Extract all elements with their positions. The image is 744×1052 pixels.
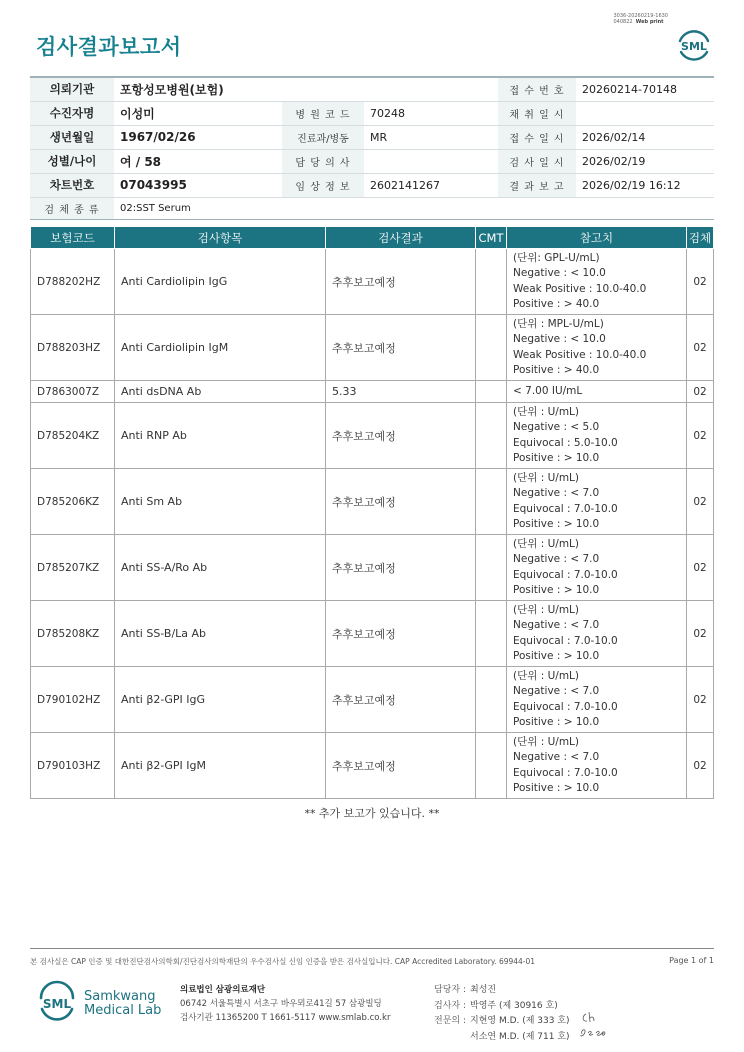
chart-number-value: 07043995: [114, 173, 282, 197]
reference-line: (단위 : U/mL): [513, 669, 579, 682]
test-item-cell: Anti β2-GPI IgG: [115, 667, 326, 733]
info-row: [30, 125, 714, 149]
insurance-code-cell: D788203HZ: [31, 315, 115, 381]
reference-line: Equivocal : 7.0-10.0: [513, 568, 618, 581]
reference-line: Positive : > 10.0: [513, 716, 600, 728]
test-result-cell: 추후보고예정: [326, 601, 476, 667]
reference-cell: [507, 381, 687, 403]
hospital-code-value: 70248: [364, 101, 498, 125]
info-row: [30, 173, 714, 197]
reference-line: Equivocal : 5.0-10.0: [513, 436, 618, 449]
signature-icon: [578, 1006, 608, 1042]
sml-logo-icon: [674, 24, 714, 64]
reference-line: Positive : > 40.0: [513, 364, 600, 376]
specimen-cell: 02: [687, 249, 714, 315]
accession-label: 접 수 번 호: [498, 77, 576, 101]
birth-value: 1967/02/26: [114, 125, 282, 149]
collect-date-value: [576, 101, 714, 125]
info-row: [30, 149, 714, 173]
reference-cell: [507, 733, 687, 799]
test-item-cell: Anti Sm Ab: [115, 469, 326, 535]
result-row: [31, 315, 714, 381]
dept-label: 진료과/병동: [282, 125, 364, 149]
reference-line: Equivocal : 7.0-10.0: [513, 634, 618, 647]
patient-name-value: 이성미: [114, 101, 282, 125]
reference-line: (단위 : MPL-U/mL): [513, 317, 604, 330]
brand-line1: Samkwang: [84, 989, 156, 1004]
test-result-cell: 추후보고예정: [326, 535, 476, 601]
reference-line: Negative : < 7.0: [513, 685, 600, 697]
chart-number-label: 차트번호: [30, 173, 114, 197]
reference-line: Equivocal : 7.0-10.0: [513, 502, 618, 515]
test-item-cell: Anti SS-A/Ro Ab: [115, 535, 326, 601]
test-result-cell: 추후보고예정: [326, 403, 476, 469]
insurance-code-cell: D788202HZ: [31, 249, 115, 315]
reference-line: Negative : < 10.0: [513, 333, 606, 345]
reference-line: Negative : < 10.0: [513, 267, 606, 279]
results-table: [30, 226, 714, 799]
request-org-label: 의뢰기관: [30, 77, 114, 101]
result-row: [31, 381, 714, 403]
reference-line: < 7.00 IU/mL: [513, 384, 583, 397]
reference-cell: [507, 667, 687, 733]
header-cmt: CMT: [476, 227, 507, 249]
page-number: Page 1 of 1: [669, 956, 714, 965]
brand-name: [84, 990, 161, 1018]
reference-line: Positive : > 10.0: [513, 782, 600, 794]
reference-line: Equivocal : 7.0-10.0: [513, 700, 618, 713]
reference-cell: [507, 469, 687, 535]
sml-logo-text: SML: [681, 40, 707, 53]
page-title: 검사결과보고서: [36, 35, 182, 59]
insurance-code-cell: D790102HZ: [31, 667, 115, 733]
result-row: [31, 403, 714, 469]
cmt-cell: [476, 249, 507, 315]
reference-line: Negative : < 7.0: [513, 553, 600, 565]
reference-line: Negative : < 7.0: [513, 487, 600, 499]
reference-line: Weak Positive : 10.0-40.0: [513, 348, 647, 361]
additional-report-note: ** 추가 보고가 있습니다. **: [304, 807, 440, 820]
result-row: [31, 667, 714, 733]
reference-line: (단위 : U/mL): [513, 471, 579, 484]
header-insurance-code: 보험코드: [31, 227, 115, 249]
doctor-value: [364, 149, 498, 173]
specialist-value-2: 서소연 M.D. (제 711 호): [470, 1031, 570, 1042]
web-print-label: Web print: [635, 19, 664, 25]
test-item-cell: Anti RNP Ab: [115, 403, 326, 469]
insurance-code-cell: D790103HZ: [31, 733, 115, 799]
result-row: [31, 733, 714, 799]
tester-label: 검사자 :: [434, 1000, 466, 1011]
insurance-code-cell: D785208KZ: [31, 601, 115, 667]
reference-cell: [507, 601, 687, 667]
tester-value: 박영주 (제 30916 호): [470, 1000, 558, 1011]
cmt-cell: [476, 733, 507, 799]
reference-line: Negative : < 7.0: [513, 619, 600, 631]
manager-value: 최성진: [470, 985, 497, 995]
report-date-label: 결 과 보 고: [498, 173, 576, 197]
org-contact: 검사기관 11365200 T 1661-5117 www.smlab.co.kr: [180, 1013, 391, 1023]
test-item-cell: Anti β2-GPI IgM: [115, 733, 326, 799]
header-test-result: 검사결과: [326, 227, 476, 249]
patient-name-label: 수진자명: [30, 101, 114, 125]
result-row: [31, 469, 714, 535]
clinical-info-value: 2602141267: [364, 173, 498, 197]
reference-line: (단위 : U/mL): [513, 603, 579, 616]
specimen-type-label: 검 체 종 류: [30, 197, 114, 219]
accession-value: 20260214-70148: [576, 77, 714, 101]
footer-divider: [30, 948, 714, 949]
samkwang-logo-text: SML: [42, 997, 72, 1011]
document-id: [613, 13, 668, 25]
reference-line: (단위 : U/mL): [513, 735, 579, 748]
specimen-cell: 02: [687, 667, 714, 733]
patient-info-table: [30, 76, 714, 220]
cmt-cell: [476, 601, 507, 667]
clinical-info-label: 임 상 정 보: [282, 173, 364, 197]
specimen-cell: 02: [687, 469, 714, 535]
sex-age-value: 여 / 58: [114, 149, 282, 173]
cmt-cell: [476, 403, 507, 469]
cmt-cell: [476, 381, 507, 403]
result-row: [31, 601, 714, 667]
reference-line: Negative : < 7.0: [513, 751, 600, 763]
receive-date-label: 접 수 일 시: [498, 125, 576, 149]
result-row: [31, 535, 714, 601]
header-reference: 참고치: [507, 227, 687, 249]
test-item-cell: Anti Cardiolipin IgG: [115, 249, 326, 315]
insurance-code-cell: D785207KZ: [31, 535, 115, 601]
document-id-line1: 3036-20260219-1630: [613, 13, 668, 19]
test-item-cell: Anti Cardiolipin IgM: [115, 315, 326, 381]
insurance-code-cell: D7863007Z: [31, 381, 115, 403]
test-result-cell: 추후보고예정: [326, 469, 476, 535]
reference-line: Equivocal : 7.0-10.0: [513, 766, 618, 779]
manager-label: 담당자 :: [434, 985, 466, 995]
reference-cell: [507, 535, 687, 601]
info-row: [30, 197, 714, 219]
test-result-cell: 5.33: [326, 381, 476, 403]
certification-note: 본 검사실은 CAP 인증 및 대한진단검사의학회/진단검사의학재단의 우수검사실 신임 인증을 받은 검사실입니다. CAP Accredited Laboratory. 69944-01: [30, 957, 536, 966]
reference-line: Positive : > 10.0: [513, 584, 600, 596]
specimen-cell: 02: [687, 535, 714, 601]
specimen-cell: 02: [687, 381, 714, 403]
specialist-label: 전문의 :: [434, 1016, 466, 1026]
receive-date-value: 2026/02/14: [576, 125, 714, 149]
reference-line: Positive : > 10.0: [513, 650, 600, 662]
reference-cell: [507, 403, 687, 469]
hospital-code-label: 병 원 코 드: [282, 101, 364, 125]
test-date-value: 2026/02/19: [576, 149, 714, 173]
cmt-cell: [476, 315, 507, 381]
brand-line2: Medical Lab: [84, 1003, 162, 1018]
report-date-value: 2026/02/19 16:12: [576, 173, 714, 197]
test-date-label: 검 사 일 시: [498, 149, 576, 173]
cmt-cell: [476, 667, 507, 733]
reference-line: (단위: GPL-U/mL): [513, 251, 600, 264]
doctor-label: 담 당 의 사: [282, 149, 364, 173]
document-id-line2: 040822: [613, 19, 633, 25]
specimen-cell: 02: [687, 601, 714, 667]
reference-line: Negative : < 5.0: [513, 421, 600, 433]
reference-line: (단위 : U/mL): [513, 537, 579, 550]
reference-line: (단위 : U/mL): [513, 405, 579, 418]
sex-age-label: 성별/나이: [30, 149, 114, 173]
test-item-cell: Anti dsDNA Ab: [115, 381, 326, 403]
birth-label: 생년월일: [30, 125, 114, 149]
reference-cell: [507, 249, 687, 315]
org-address: 06742 서울특별시 서초구 바우뫼로41길 57 삼광빌딩: [180, 999, 382, 1009]
header-test-item: 검사항목: [115, 227, 326, 249]
test-result-cell: 추후보고예정: [326, 249, 476, 315]
info-row: [30, 77, 714, 101]
reference-cell: [507, 315, 687, 381]
test-result-cell: 추후보고예정: [326, 733, 476, 799]
cmt-cell: [476, 469, 507, 535]
collect-date-label: 채 취 일 시: [498, 101, 576, 125]
specimen-cell: 02: [687, 315, 714, 381]
header-specimen: 검체: [687, 227, 714, 249]
specimen-cell: 02: [687, 733, 714, 799]
org-name: 의료법인 삼광의료재단: [180, 985, 266, 995]
test-result-cell: 추후보고예정: [326, 667, 476, 733]
reference-line: Positive : > 10.0: [513, 452, 600, 464]
staff-info: [428, 983, 570, 1045]
dept-value: MR: [364, 125, 498, 149]
cmt-cell: [476, 535, 507, 601]
insurance-code-cell: D785206KZ: [31, 469, 115, 535]
test-result-cell: 추후보고예정: [326, 315, 476, 381]
reference-line: Positive : > 10.0: [513, 518, 600, 530]
results-header-row: [31, 227, 714, 249]
reference-line: Weak Positive : 10.0-40.0: [513, 282, 647, 295]
info-row: [30, 101, 714, 125]
request-org-value: 포항성모병원(보험): [114, 77, 498, 101]
result-row: [31, 249, 714, 315]
test-item-cell: Anti SS-B/La Ab: [115, 601, 326, 667]
specialist-value-1: 지현영 M.D. (제 333 호): [470, 1016, 570, 1026]
organization-info: [180, 983, 390, 1025]
reference-line: Positive : > 40.0: [513, 298, 600, 310]
specimen-type-value: 02:SST Serum: [114, 197, 714, 219]
samkwang-logo-icon: [36, 980, 78, 1022]
specimen-cell: 02: [687, 403, 714, 469]
insurance-code-cell: D785204KZ: [31, 403, 115, 469]
